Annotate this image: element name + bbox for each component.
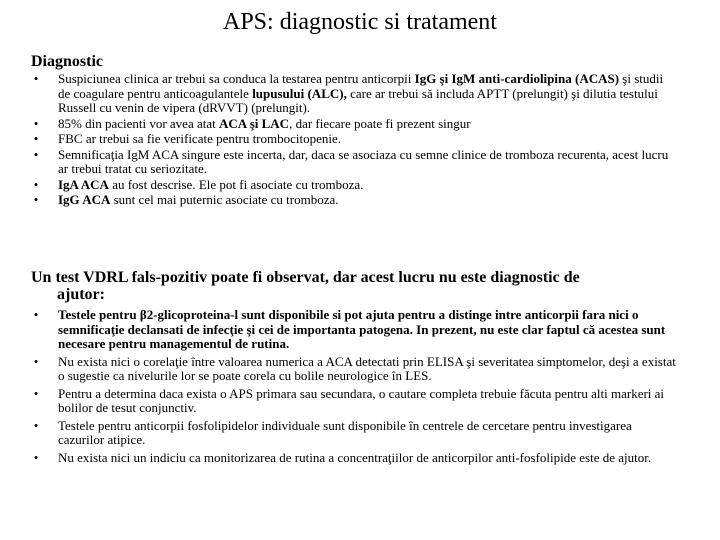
item-text: Testele pentru anticorpii fosfolipidelor individuale sunt disponibile în centrele de cercetare pentru investigarea cazurilor atipice.: [58, 417, 632, 447]
item-emphasis: IgG ACA: [58, 192, 111, 207]
list-item: [31, 355, 676, 384]
item-text: Nu exista nici un indiciu ca monitorizarea de rutina a concentraţiilor de anticorpilor anti-fosfolipide este de ajutor.: [58, 449, 652, 465]
bullet-icon: •: [33, 449, 39, 465]
item-text: şi studii de coagulare pentru anticoagulantele: [58, 71, 664, 101]
bullet-icon: •: [33, 385, 39, 401]
list-item: [31, 117, 676, 132]
list-item: [31, 132, 676, 147]
bullet-icon: •: [33, 192, 39, 207]
item-emphasis: Testele pentru β2-glicoproteina-l sunt disponibile si pot ajuta pentru a distinge intre anticorpii fara nici o semnificaţie declansati de infecţie şi cei de importanta patogena. In prezent, nu este clar faptul că acestea sunt necesare pentru managementul de rutina.: [58, 307, 666, 351]
list-item: [31, 178, 676, 193]
list-item: [31, 451, 676, 466]
item-text: Suspiciunea clinica ar trebui sa conduca la testarea pentru anticorpii: [58, 71, 415, 86]
vdrl-bullet-list: [31, 308, 676, 465]
item-emphasis: lupusului (ALC),: [252, 85, 347, 101]
list-item: [31, 308, 676, 352]
bullet-icon: •: [33, 115, 39, 131]
item-text: Semnificaţia IgM ACA singure este incerta, dar, daca se asociaza cu semne clinice de tromboza recurenta, acest lucru ar trebui tratat cu seriozitate.: [58, 146, 669, 176]
slide-title: APS: diagnostic si tratament: [223, 9, 497, 35]
item-text: FBC ar trebui sa fie verificate pentru trombocitopenie.: [58, 131, 342, 146]
section-heading-vdrl: [31, 269, 671, 303]
item-text: 85% din pacienti vor avea atat: [58, 115, 219, 131]
list-item: [31, 72, 676, 116]
list-item: [31, 387, 676, 416]
heading-line: Un test VDRL fals-pozitiv poate fi observat, dar acest lucru nu este diagnostic de: [31, 269, 580, 286]
item-text: care ar trebui să includa APTT (prelungit) şi dilutia testului Russell cu venin de vipera (dRVVT) (prelungit).: [58, 85, 658, 115]
item-text: Nu exista nici o corelaţie între valoarea numerica a ACA detectati prin ELISA şi severitatea simptomelor, deşi a existat o sugestie ca nivelurile lor se poate corela cu bolile neurologice în LES.: [58, 353, 676, 383]
item-emphasis: ACA şi LAC: [219, 115, 290, 131]
item-text: sunt cel mai puternic asociate cu tromboza.: [110, 192, 339, 207]
bullet-icon: •: [33, 417, 39, 433]
bullet-icon: •: [33, 176, 39, 192]
section-heading-diagnostic: Diagnostic: [31, 53, 103, 70]
bullet-icon: •: [33, 353, 39, 369]
item-emphasis: IgA ACA: [58, 176, 109, 192]
item-text: Pentru a determina daca exista o APS primara sau secundara, o cautare completa trebuie făcuta pentru alti markeri ai bolilor de tesut conjunctiv.: [58, 385, 665, 415]
list-item: [31, 148, 676, 177]
bullet-icon: •: [33, 146, 39, 162]
list-item: [31, 419, 676, 448]
item-text: , dar fiecare poate fi prezent singur: [289, 115, 471, 131]
diagnostic-bullet-list: [31, 72, 676, 208]
list-item: [31, 193, 676, 208]
bullet-icon: •: [33, 131, 39, 146]
item-text: au fost descrise. Ele pot fi asociate cu tromboza.: [108, 176, 364, 192]
heading-line: ajutor:: [57, 286, 105, 303]
bullet-icon: •: [33, 307, 39, 322]
item-emphasis: IgG şi IgM anti-cardiolipina (ACAS): [414, 71, 620, 86]
bullet-icon: •: [33, 71, 39, 86]
